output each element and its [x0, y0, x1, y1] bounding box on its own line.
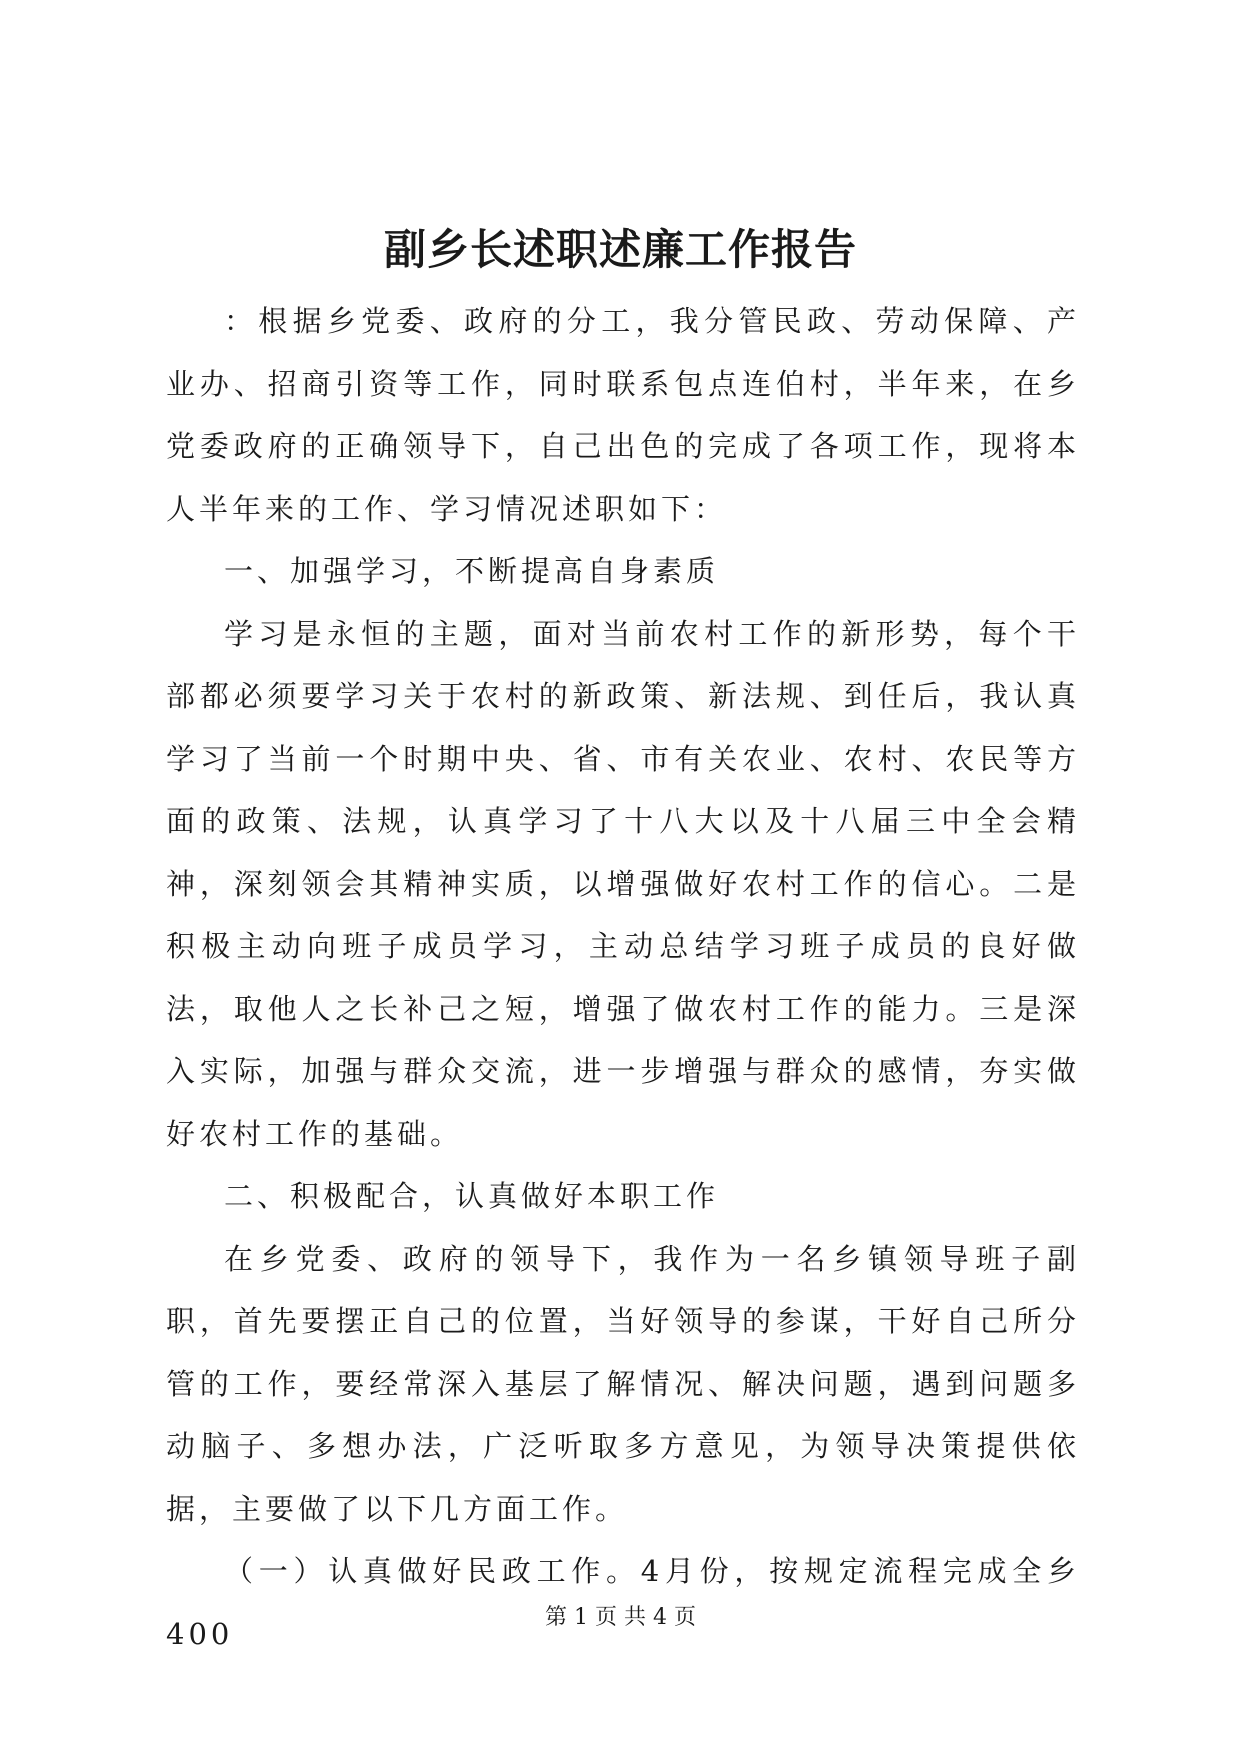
paragraph-duties: 在乡党委、政府的领导下，我作为一名乡镇领导班子副职，首先要摆正自己的位置，当好领导的参谋，干好自己所分管的工作，要经常深入基层了解情况、解决问题，遇到问题多动脑子、多想办法，广泛听取多方意见，为领导决策提供依据，主要做了以下几方面工作。 — [166, 1241, 1080, 1526]
paragraph-civil-affairs: （一）认真做好民政工作。4月份，按规定流程完成全乡400 — [166, 1554, 1080, 1651]
section-heading-1: 一、加强学习，不断提高自身素质 — [224, 554, 720, 588]
section-heading-2: 二、积极配合，认真做好本职工作 — [224, 1179, 720, 1213]
page-footer: 第 1 页 共 4 页 — [545, 1605, 696, 1630]
paragraph-intro: ：根据乡党委、政府的分工，我分管民政、劳动保障、产业办、招商引资等工作，同时联系包点连伯村，半年来，在乡党委政府的正确领导下，自己出色的完成了各项工作，现将本人半年来的工作、学习情况述职如下： — [166, 304, 1080, 526]
document-title: 副乡长述职述廉工作报告 — [383, 225, 857, 274]
paragraph-study: 学习是永恒的主题，面对当前农村工作的新形势，每个干部都必须要学习关于农村的新政策、新法规、到任后，我认真学习了当前一个时期中央、省、市有关农业、农村、农民等方面的政策、法规，认真学习了十八大以及十八届三中全会精神，深刻领会其精神实质，以增强做好农村工作的信心。二是积极主动向班子成员学习，主动总结学习班子成员的良好做法，取他人之长补己之短，增强了做农村工作的能力。三是深入实际，加强与群众交流，进一步增强与群众的感情，夯实做好农村工作的基础。 — [166, 616, 1080, 1151]
document-body — [166, 290, 1080, 1665]
